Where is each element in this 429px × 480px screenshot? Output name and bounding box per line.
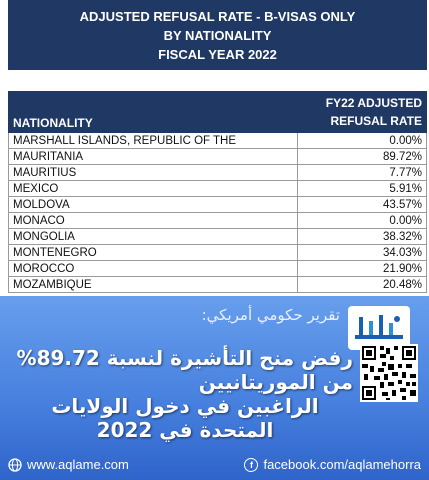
refusal-rate-table-wrapper bbox=[8, 91, 427, 293]
rate-cell: 38.32% bbox=[298, 229, 427, 245]
footer-bar bbox=[0, 452, 429, 480]
country-cell: MOLDOVA bbox=[9, 197, 298, 213]
headline-line1: رفض منح التأشيرة لنسبة 89.72% من الموريتانيين bbox=[16, 346, 353, 394]
table-row bbox=[9, 149, 427, 165]
facebook-icon: f bbox=[244, 458, 258, 472]
country-cell: MONTENEGRO bbox=[9, 245, 298, 261]
globe-icon bbox=[8, 458, 22, 472]
table-row bbox=[9, 277, 427, 293]
report-header bbox=[8, 0, 427, 70]
country-cell: MEXICO bbox=[9, 181, 298, 197]
facebook-link[interactable] bbox=[244, 457, 421, 472]
country-cell: MOZAMBIQUE bbox=[9, 277, 298, 293]
rate-cell: 21.90% bbox=[298, 261, 427, 277]
table-row bbox=[9, 229, 427, 245]
aqlame-logo-mark bbox=[351, 309, 407, 347]
website-link[interactable] bbox=[8, 457, 129, 472]
table-row bbox=[9, 245, 427, 261]
rate-cell: 7.77% bbox=[298, 165, 427, 181]
overlay-subtitle: تقرير حكومي أمريكي: bbox=[201, 306, 340, 324]
table-row bbox=[9, 213, 427, 229]
refusal-rate-header-line2: REFUSAL RATE bbox=[330, 114, 422, 128]
header-title-line2: BY NATIONALITY bbox=[163, 28, 272, 43]
header-title-line3: FISCAL YEAR 2022 bbox=[158, 47, 277, 62]
website-url: www.aqlame.com bbox=[27, 457, 129, 472]
table-row bbox=[9, 133, 427, 149]
country-cell: MONACO bbox=[9, 213, 298, 229]
header-title-line1: ADJUSTED REFUSAL RATE - B-VISAS ONLY bbox=[79, 9, 356, 24]
country-cell: MARSHALL ISLANDS, REPUBLIC OF THE bbox=[9, 133, 298, 149]
table-row bbox=[9, 261, 427, 277]
table-row bbox=[9, 165, 427, 181]
rate-cell: 43.57% bbox=[298, 197, 427, 213]
refusal-rate-header-line1: FY22 ADJUSTED bbox=[325, 96, 422, 110]
rate-cell: 0.00% bbox=[298, 213, 427, 229]
rate-cell: 5.91% bbox=[298, 181, 427, 197]
country-cell: MAURITANIA bbox=[9, 149, 298, 165]
facebook-url: facebook.com/aqlamehorra bbox=[263, 457, 421, 472]
qr-code-icon bbox=[360, 344, 418, 402]
table-row bbox=[9, 197, 427, 213]
country-cell: MAURITIUS bbox=[9, 165, 298, 181]
refusal-rate-column-header bbox=[298, 92, 427, 133]
refusal-rate-table bbox=[8, 91, 427, 293]
headline-line2: الراغبين في دخول الولايات المتحدة في 2022 bbox=[51, 394, 319, 442]
table-row bbox=[9, 181, 427, 197]
country-cell: MOROCCO bbox=[9, 261, 298, 277]
rate-cell: 20.48% bbox=[298, 277, 427, 293]
table-header-row bbox=[9, 92, 427, 133]
rate-cell: 89.72% bbox=[298, 149, 427, 165]
rate-cell: 0.00% bbox=[298, 133, 427, 149]
rate-cell: 34.03% bbox=[298, 245, 427, 261]
country-cell: MONGOLIA bbox=[9, 229, 298, 245]
nationality-column-header: NATIONALITY bbox=[9, 92, 298, 133]
